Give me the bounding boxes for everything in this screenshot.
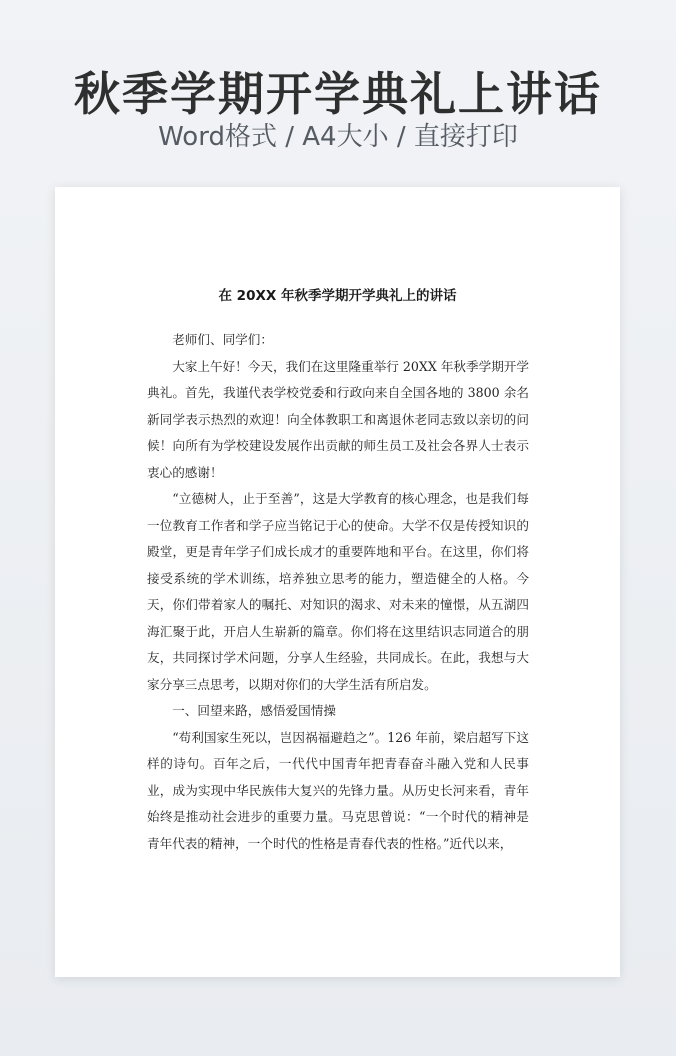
body-paragraph: “立德树人，止于至善”，这是大学教育的核心理念，也是我们每一位教育工作者和学子应当铭记于心的使命。大学不仅是传授知识的殿堂，更是青年学子们成长成才的重要阵地和平台。在这里，你们将接受系统的学术训练，培养独立思考的能力，塑造健全的人格。今天，你们带着家人的嘱托、对知识的渴求、对未来的憧憬，从五湖四海汇聚于此，开启人生崭新的篇章。你们将在这里结识志同道合的朋友，共同探讨学术问题，分享人生经验，共同成长。在此，我想与大家分享三点思考，以期对你们的大学生活有所启发。 <box>147 491 529 692</box>
document-page <box>55 187 620 977</box>
document-title: 在 20XX 年秋季学期开学典礼上的讲话 <box>218 288 457 304</box>
body-paragraph: “苟利国家生死以，岂因祸福避趋之”。126 年前，梁启超写下这样的诗句。百年之后，一代代中国青年把青春奋斗融入党和人民事业，成为实现中华民族伟大复兴的先锋力量。从历史长河来看，青年始终是推动社会进步的重要力量。马克思曾说：“一个时代的精神是青年代表的精神，一个时代的性格是青春代表的性格。”近代以来， <box>147 729 529 851</box>
banner-subtitle: Word格式 / A4大小 / 直接打印 <box>158 122 518 152</box>
greeting-paragraph: 老师们、同学们： <box>172 332 273 347</box>
document-body <box>147 327 529 857</box>
body-paragraph: 大家上午好！今天，我们在这里隆重举行 20XX 年秋季学期开学典礼。首先，我谨代表学校党委和行政向来自全国各地的 3800 余名新同学表示热烈的欢迎！向全体教职工和离退休老同志致以亲切的问候！向所有为学校建设发展作出贡献的师生员工及社会各界人士表示衷心的感谢！ <box>147 358 529 480</box>
banner-title: 秋季学期开学典礼上讲话 <box>74 67 602 121</box>
section-heading: 一、回望来路，感悟爱国情操 <box>172 703 336 718</box>
